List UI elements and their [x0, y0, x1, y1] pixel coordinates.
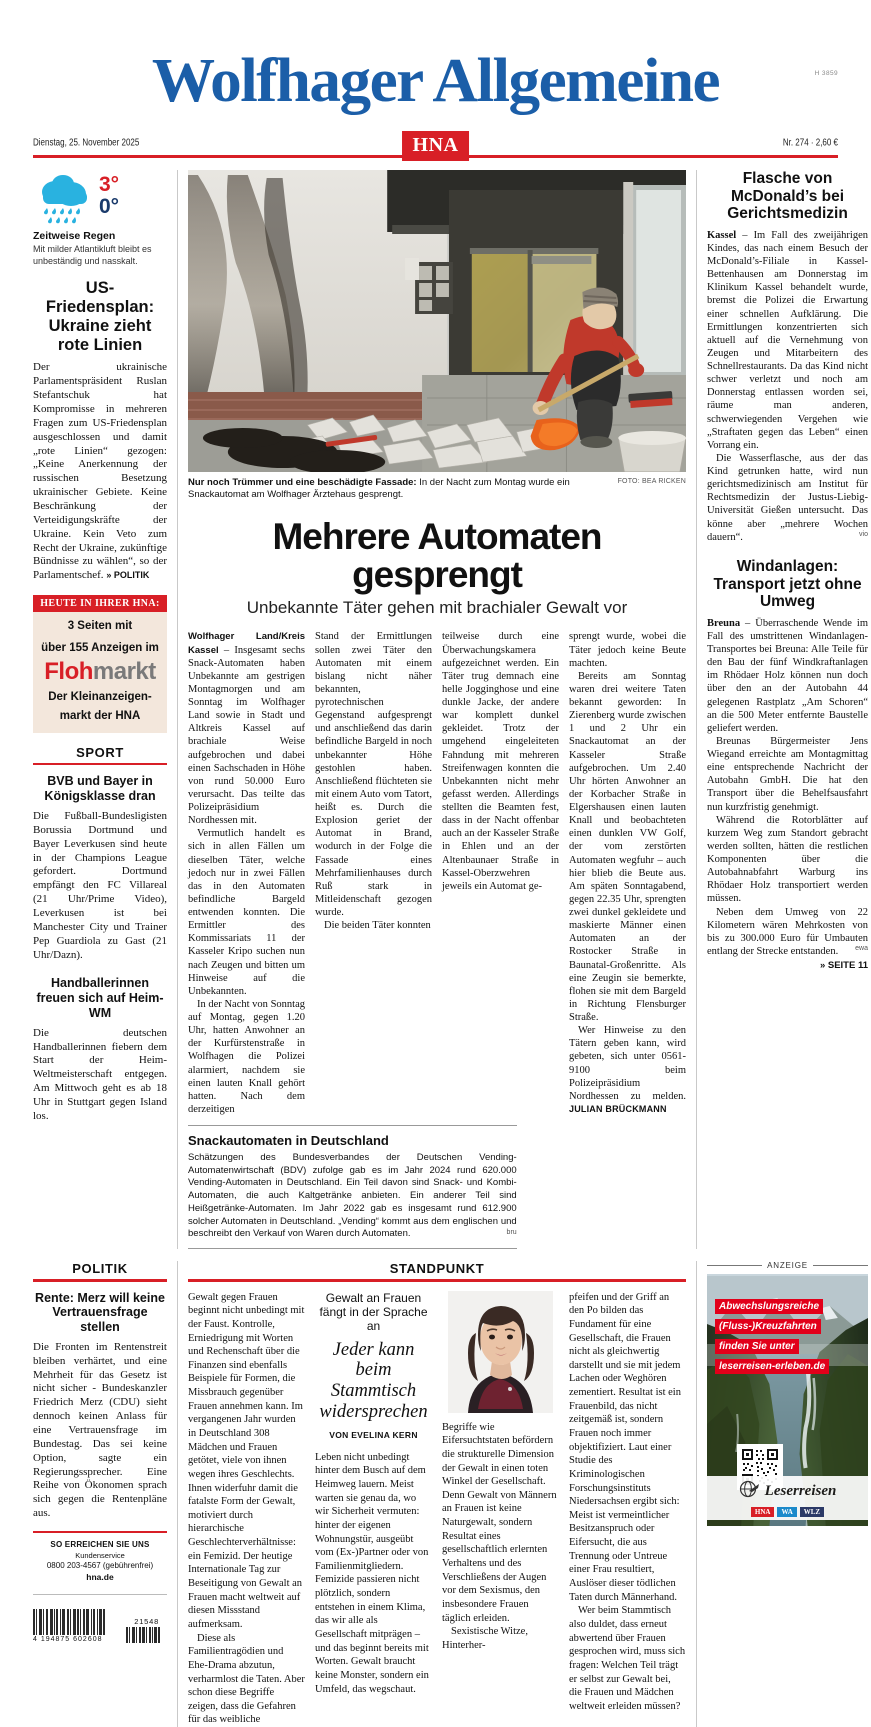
article-text: – Im Fall des zweijährigen Kindes, das nach einem Besuch der McDonald’s-Filiale in Kassel-Bettenhausen am Donnerstag im Klinikum Kassel behandelt wurde, bremst die Polizei die Erwartung einer schnellen Aufklärung. Die Ermittlungen konzentrierten sich aktuell auf die Vernehmung von Zeugen und Mitarbeitern des Schnellrestaurants. Da das Kind nicht schwer verletzt und noch am Donnerstag entlassen worden sei, räume man anderen, schwerwiegenden Vergehen wie „Straftaten gegen das Leben“ einen Vorrang ein. — [707, 229, 868, 451]
sport-item-2-headline: Handballerinnen freuen sich auf Heim-WM — [36, 976, 164, 1020]
temperature-high: 3° — [99, 172, 120, 196]
standpunkt-columns — [188, 1291, 686, 1727]
right-column — [697, 170, 868, 1249]
politik-section-header — [33, 1261, 167, 1282]
promo-flohmarkt-wordmark — [33, 658, 167, 686]
promo-line-1: 3 Seiten mit — [67, 620, 133, 633]
sport-item-2-body: Die deutschen Handballerinnen fiebern dem Start der Heim-Weltmeisterschaft entgegen. Am Mittwoch geht es ab 18 Uhr in Stuttgart gegen Island los. — [33, 1026, 167, 1122]
standpunkt-column-3 — [442, 1291, 559, 1727]
main-headline: Mehrere Automaten gesprengt — [272, 515, 602, 595]
ad-line-4: leserreisen-erleben.de — [715, 1359, 829, 1374]
standpunkt-section-rule — [188, 1279, 686, 1282]
promo-kicker: HEUTE IN IHRER HNA: — [33, 595, 167, 612]
promo-line-4: markt der HNA — [59, 710, 141, 723]
article-paragraph: Sexistische Witze, Hinterher- — [442, 1626, 528, 1651]
dateline-place: Breuna — [707, 617, 741, 629]
lead-story-body — [33, 361, 167, 583]
snackautomaten-infobox — [188, 1125, 517, 1249]
ad-logo-hna: HNA — [751, 1507, 775, 1517]
right-story-2-headline: Windanlagen: Transport jetzt ohne Umweg — [713, 557, 862, 611]
article-paragraph: teilweise durch eine Überwachungskamera aufgezeichnet werden. Ein Täter trug demnach eine helle Jogginghose und eine dunkle Jacke, der andere war komplett dunkel gekleidet. Trotz der umgehend eingeleiteten Fahndung mit mehreren Streifenwagen konnten die Unbekannten nicht mehr gefasst werden. Allerdings stellten die Beamten fest, dass in der Nacht offenbar auch an der Kasseler Straße in Ehlen und an der Altenbaunaer Straße in Kassel-Oberzwehren jeweils ein Automat ge- — [442, 631, 559, 892]
weather-widget — [33, 170, 167, 228]
article-paragraph: pfeifen und der Griff an den Po bilden das Fundament für eine Gesellschaft, die Frauen nicht als gleichwertig darstellt und sie mit jedem Lachen oder Weghören zementiert. Resultat ist ein Frauenbild, das nicht zeitgemäß ist, sondern Frauen noch immer objektifiziert. Laut einer Studie des Kriminologischen Forschungsinstituts Niedersachsen ergibt sich: Meist ist vermeintlicher Besitzanspruch oder Eifersucht, die aus Trennung oder Untreue einer Frau resultiert, Auslöser dieser tödlichen Taten durch Männerhand. — [569, 1291, 681, 1603]
photo-caption-text: In der Nacht zum Montag wurde ein Snackautomat am Wolfhager Ärztehaus gesprengt. — [188, 476, 570, 501]
ad-footer — [707, 1476, 868, 1520]
promo-markt: markt — [92, 658, 156, 686]
standpunkt-column-1 — [188, 1291, 305, 1727]
dateline-place: Kassel — [707, 229, 737, 241]
article-paragraph: Leben nicht unbedingt hinter dem Busch auf dem Heimweg lauern. Meist warten sie genau da, wo wir Sicherheit vermuten: hinter der eigenen Wohnungstür, ausgeübt vom (Ex-)Partner oder von Familienmitgliedern. Femizide passieren nicht plötzlich, sondern entstehen in einem Klima, das wir alle als Gesellschaft mitprägen – und das beginnt bereits mit Worten. Gewalt braucht keine Monster, sondern ein Umfeld, das wegschaut. — [315, 1451, 429, 1695]
article-paragraph — [188, 630, 305, 827]
article-paragraph: Vermutlich handelt es sich in allen Fällen um dieselben Täter, welche jedoch nur in zwei Fällen das in den Automaten befindliche Bargeld entwenden konnten. Die Ermittler des Kommissariats 11 der Kasseler Kripo suchen nun nach Zeugen und bitten um Hinweise auf die Unbekannten. — [188, 828, 305, 997]
standpunkt-title: Jeder kann beim Stammtisch widersprechen — [319, 1339, 428, 1422]
standpunkt-section-header — [188, 1261, 686, 1282]
lead-story-ref[interactable]: » POLITIK — [106, 570, 150, 581]
contact-phone: 0800 203-4567 (gebührenfrei) — [46, 1561, 154, 1570]
article-byline: JULIAN BRÜCKMANN — [569, 1103, 667, 1114]
temperature-low: 0° — [99, 194, 120, 218]
article-paragraph: Stand der Ermittlungen sollen zwei Täter den Automaten mit einem bislang nicht näher bekannten, pyrotechnischen Gegenstand aufgesprengt und anschließend das darin befindliche Bargeld in noch unbekannter Höhe gestohlen haben. Anschließend flüchteten sie mit einem Auto vom Tatort, heißt es. Durch die Explosion geriet der Automat in Brand, wodurch in der Folge die Fassade eines Mehrfamilienhauses durch Ruß stark in Mitleidenschaft gezogen wurde. — [315, 631, 432, 919]
photo-caption-lead: Nur noch Trümmer und eine beschädigte Fassade: — [188, 476, 417, 488]
right-story-2-ref[interactable]: » SEITE 11 — [819, 960, 868, 972]
standpunkt-section-label: STANDPUNKT — [389, 1261, 485, 1277]
article-text: Die Wasserflasche, aus der das Kind getrunken hatte, wird nun gerichtsmedizinisch am Institut für Rechtsmedizin der Justus-Liebig-Universität Gießen untersucht. Das könne aber „mehrere Wochen dauern“. — [707, 452, 868, 543]
sport-item-1-headline: BVB und Bayer in Königsklasse dran — [44, 774, 156, 804]
bottom-section — [33, 1261, 838, 1727]
article-tag: vio — [859, 530, 868, 538]
standpunkt-column-2 — [315, 1291, 432, 1727]
article-column-1 — [188, 630, 305, 1116]
addon-barcode — [126, 1617, 167, 1643]
infobox-tag: bru — [506, 1229, 517, 1237]
article-paragraph: Die beiden Täter konnten — [324, 920, 431, 932]
weather-condition: Zeitweise Regen — [33, 229, 116, 242]
center-column — [177, 170, 697, 1249]
top-section — [33, 169, 868, 1249]
article-paragraph: Gewalt gegen Frauen beginnt nicht unbedingt mit der Faust. Kontrolle, Erniedrigung mit Worten und Rechenschaft über die Finanzen sind ebenfalls Beispiele für Formen, die Missbrauch gegenüber Frauen annehmen kann. Im vergangenen Jahr wurden in Deutschland 308 Mädchen und Frauen getötet, viele von ihnen wegen ihres Geschlechts. Ihnen widerfuhr damit die fatalste Form der Gewalt, motiviert durch hierarchische Geschlechterverhältnisse: ein Femizid. Der heutige Internationale Tag zur Beseitigung von Gewalt an Frauen macht weltweit auf diesen Missstand aufmerksam. — [188, 1291, 305, 1630]
right-story-2-body — [707, 617, 868, 958]
promo-line-3: Der Kleinanzeigen- — [48, 691, 152, 704]
article-paragraph — [707, 617, 868, 735]
article-column-2 — [315, 630, 432, 1116]
infobox-title: Snackautomaten in Deutschland — [188, 1133, 389, 1149]
sport-section-label: SPORT — [76, 744, 124, 760]
contact-title: SO ERREICHEN SIE UNS — [50, 1540, 150, 1549]
contact-box — [33, 1531, 167, 1582]
article-paragraph: Begriffe wie Eifersuchtstaten befördern die strukturelle Dimension der Gewalt in einen toten Winkel der Gesellschaft. Denn Gewalt von Männern an Frauen ist keine Naturgewalt, sondern Resultat eines gesellschaftlich erlernten Verhaltens und des Verschließens der Augen vor dem Sexismus, den insbesondere Frauen täglich erleiden. — [442, 1421, 557, 1624]
masthead-meta — [33, 125, 838, 156]
ean-barcode-number: 4 194875 602608 — [33, 1636, 103, 1643]
main-subheadline: Unbekannte Täter gehen mit brachialer Gewalt vor — [246, 598, 628, 618]
article-text: – Überraschende Wende im Fall des umstrittenen Windanlagen-Transportes bei Breuna: Alle Teile für den Bau der fünf Windkraftanlagen im Rhödaer Holz können nun doch über den an der Autobahn 44 gelegenen Rastplatz „Am Schoren“ an die 500 Meter entfernte Baustelle geliefert werden. — [707, 617, 868, 734]
left-column — [33, 170, 177, 1249]
sport-section-rule — [33, 763, 167, 766]
contact-service-label: Kundenservice — [75, 1551, 125, 1560]
politik-column — [33, 1261, 177, 1727]
article-column-4 — [569, 630, 686, 1116]
infobox-body — [188, 1152, 517, 1241]
article-paragraph: Bereits am Sonntag waren drei weitere Taten bekannt geworden: In Zierenberg wurde zwischen 1 und 2 Uhr ein Snackautomat an der Kasseler Straße aufgebrochen. Um 2.40 Uhr hörten Anwohner an der Korbacher Straße in Elgershausen einen lauten Knall und beobachteten einen dunklen VW Golf, der vom zerstörten Automaten wegfuhr – auch hier blieb die Beute aus. Am späten Sonntagabend, gegen 22.35 Uhr, sprengten zwei dunkel gekleidete und maskierte Männer einen Automaten an der Rostocker Straße in Baunatal-Großenritte. Als eine Zeugin sie bemerkte, flohen sie mit dem Bargeld in Richtung Flensburger Straße. — [569, 670, 686, 1024]
addon-barcode-bars — [126, 1627, 167, 1643]
issue-code: H 3859 — [814, 70, 838, 77]
standpunkt-column — [177, 1261, 697, 1727]
article-paragraph — [707, 229, 868, 452]
promo-floh: Floh — [44, 658, 93, 686]
article-paragraph: Während die Rotorblätter auf kurzem Weg zum Standort gebracht werden sollten, hätten die restlichen Komponenten über die Autobahnabfahrt Warburg ins Rhödaer Holz transportiert werden müssen. — [707, 814, 868, 905]
right-story-1-headline: Flasche von McDonald’s bei Gerichtsmedizin — [727, 169, 848, 223]
infobox-bottom-rule — [188, 1248, 517, 1249]
politik-section-label: POLITIK — [72, 1261, 128, 1277]
article-text: Wer Hinweise zu den Tätern geben kann, wird gebeten, sich unter 0561-9100 beim Polizeipräsidium Nordhessen zu melden. — [569, 1025, 686, 1102]
weather-temperatures — [99, 170, 119, 218]
ad-brand: Leserreisen — [764, 1483, 837, 1500]
infobox-text: Schätzungen des Bundesverbandes der Deutschen Vending-Automatenwirtschaft (BDV) zufolge gab es im Jahr 2024 rund 620.000 Vending-Automaten in Deutschland. Ein Teil davon sind Snack- und Kombi-Automaten, die auch Kaltgetränke anbieten. Ein anderer Teil sind Heißgetränke-Automaten. Im Jahr 2022 gab es insgesamt rund 612.900 solcher Automaten in Deutschland. „Vending“ kommt aus dem englischen und beschreibt den Verkauf von Waren durch Automaten. — [188, 1152, 517, 1240]
main-photo — [188, 170, 686, 472]
author-portrait — [448, 1291, 553, 1413]
ad-label: ANZEIGE — [707, 1261, 868, 1270]
lead-story-text: Der ukrainische Parlamentspräsident Ruslan Stefantschuk hat Kompromisse in mehreren Fragen zum US-Friedensplan ausgeschlossen und damit „rote Linien“ gezogen: „Keine Anerkennung der russischen Besetzung ukrainischer Gebiete. Keine Beschränkung der Verteidigungskräfte der Ukraine. Kein Veto zum Recht der Ukraine, zukünftige Bündnisse zu wählen“, so der Parlamentschef. — [33, 361, 167, 582]
author-portrait-wrapper — [442, 1291, 559, 1413]
article-paragraph — [707, 906, 868, 959]
article-paragraph: Diese als Familientragödien und Ehe-Drama abzutun, verharmlost die Taten. Aber schon diese Begriffe zeigen, dass die Gefahren für das weibliche — [188, 1632, 305, 1726]
barcode-area — [33, 1594, 167, 1643]
flohmarkt-promo-box[interactable] — [33, 595, 167, 733]
article-paragraph: Breunas Bürgermeister Jens Wiegand erreichte am Montagmittag eine entsprechende Nachricht der Autobahn GmbH. Die hat den Transport über die Behelfsausfahrt nun kurzfristig genehmigt. — [707, 735, 868, 813]
publication-date: Dienstag, 25. November 2025 — [33, 136, 140, 148]
leserreisen-ad[interactable] — [707, 1261, 868, 1526]
standpunkt-column-4 — [569, 1291, 686, 1727]
politik-headline: Rente: Merz will keine Vertrauensfrage stellen — [35, 1290, 165, 1335]
lead-story-headline: US-Friedensplan: Ukraine zieht rote Linien — [45, 279, 155, 354]
ad-logo-wa: WA — [777, 1507, 796, 1517]
photo-credit: FOTO: BEA RICKEN — [617, 477, 686, 485]
sport-item-1-body: Die Fußball-Bundesligisten Borussia Dortmund und Bayer Leverkusen sind heute in der Champions League gefordert. Dortmund empfängt den FC Villareal (21 Uhr/Prime Video), Leverkusen ist bei Manchester City und Trainer Pep Guardiola zu Gast (21 Uhr/Dazn). — [33, 809, 167, 961]
dateline-place: Wolfhager Land/Kreis Kassel — [188, 631, 305, 656]
article-tag: ewa — [855, 944, 868, 952]
hna-logo: HNA — [402, 131, 470, 161]
main-article-columns — [188, 630, 686, 1116]
newspaper-title: Wolfhager Allgemeine — [151, 47, 720, 115]
ad-line-2: (Fluss-)Kreuzfahrten — [715, 1319, 821, 1334]
right-story-1-body — [707, 229, 868, 544]
politik-section-rule — [33, 1279, 167, 1282]
photo-caption — [188, 477, 686, 502]
ad-logo-wlz: WLZ — [800, 1507, 824, 1517]
weather-description: Mit milder Atlantikluft bleibt es unbeständig und nasskalt. — [33, 243, 152, 266]
ad-line-3: finden Sie unter — [715, 1339, 799, 1354]
rain-cloud-icon — [33, 170, 95, 228]
standpunkt-kicker: Gewalt an Frauen fängt in der Sprache an — [319, 1290, 428, 1334]
addon-barcode-number: 21548 — [134, 1617, 160, 1626]
standpunkt-author: VON EVELINA KERN — [329, 1429, 418, 1440]
politik-body: Die Fronten im Rentenstreit bleiben verhärtet, und eine Mehrheit für das Gesetz ist nicht sicher - Bundeskanzler Friedrich Merz (CDU) sieht dennoch keinen Anlass für eine Vertrauensfrage im Bundestag. Das sei keine Option, sagte ein Regierungssprecher. Eine Reihe von Ökonomen sprach sich gegen die Rentenpläne aus. — [33, 1340, 167, 1520]
issue-number-price: Nr. 274 · 2,60 € — [782, 136, 838, 148]
sport-section-header — [33, 745, 167, 766]
globe-plane-icon — [739, 1479, 761, 1504]
article-text: Neben dem Umweg von 22 Kilometern wären Mehrkosten von bis zu 300.000 Euro für Umbauten entlang der Strecke entstanden. — [707, 906, 868, 957]
article-paragraph: Wer beim Stammtisch also duldet, dass erneut abwertend über Frauen gesprochen wird, muss sich fragen: Welchen Teil trägt er selbst zur Gewalt bei, die Frauen und Mädchen weltweit erleiden müssen? — [569, 1605, 686, 1712]
masthead — [33, 0, 838, 158]
advertisement-column — [697, 1261, 868, 1727]
ad-image[interactable] — [707, 1274, 868, 1526]
ad-line-1: Abwechslungsreiche — [715, 1299, 823, 1314]
promo-line-2: über 155 Anzeigen im — [41, 642, 159, 655]
article-paragraph: In der Nacht von Sonntag auf Montag, gegen 1.20 Uhr, hatten Anwohner an der Kurfürstenstraße in Wolfhagen die Polizei alarmiert, nachdem sie einen lauten Knall gehört hatten. Nach dem derzeitigen — [188, 998, 305, 1115]
article-paragraph: sprengt wurde, wobei die Täter jedoch keine Beute machten. — [569, 631, 686, 669]
article-text: – Insgesamt sechs Snack-Automaten haben Unbekannte am gestrigen Montagmorgen und am Sonntag im Wolfhager Land sowie in Stadt und Altkreis Kassel auf brachiale Weise aufgebrochen und dabei einen Sachschaden in Höhe von rund 50.000 Euro verursacht. Das teilte das Polizeipräsidium Nordhessen mit. — [188, 644, 305, 827]
article-paragraph — [707, 452, 868, 544]
contact-website[interactable]: hna.de — [86, 1572, 114, 1582]
ean-barcode-bars — [33, 1609, 118, 1635]
ean-barcode — [33, 1609, 118, 1643]
article-column-3 — [442, 630, 559, 1116]
article-paragraph — [569, 1024, 686, 1116]
